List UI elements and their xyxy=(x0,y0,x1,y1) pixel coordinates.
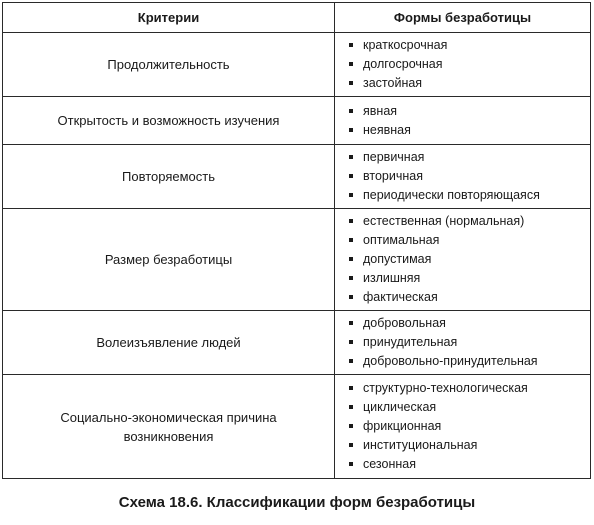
list-item: циклическая xyxy=(347,398,590,417)
list-item: фрикционная xyxy=(347,417,590,436)
forms-cell xyxy=(335,311,591,375)
list-item: принудительная xyxy=(347,333,590,352)
header-criteria: Критерии xyxy=(3,3,335,33)
forms-list xyxy=(347,36,590,93)
list-item: оптимальная xyxy=(347,231,590,250)
header-row xyxy=(3,3,591,33)
forms-list xyxy=(347,102,590,140)
list-item: добровольная xyxy=(347,314,590,333)
list-item: явная xyxy=(347,102,590,121)
forms-list xyxy=(347,212,590,307)
list-item: периодически повторяющаяся xyxy=(347,186,590,205)
table-row xyxy=(3,33,591,97)
list-item: сезонная xyxy=(347,455,590,474)
forms-cell xyxy=(335,33,591,97)
list-item: структурно-технологическая xyxy=(347,379,590,398)
list-item: долгосрочная xyxy=(347,55,590,74)
list-item: фактическая xyxy=(347,288,590,307)
classification-table xyxy=(2,2,591,479)
criterion-cell: Социально-экономическая причина возникновения xyxy=(3,375,335,479)
list-item: краткосрочная xyxy=(347,36,590,55)
list-item: добровольно-принудительная xyxy=(347,352,590,371)
criterion-cell: Продолжительность xyxy=(3,33,335,97)
list-item: первичная xyxy=(347,148,590,167)
table-row xyxy=(3,145,591,209)
list-item: допустимая xyxy=(347,250,590,269)
figure-caption: Схема 18.6. Классификации форм безработицы xyxy=(118,494,476,511)
forms-cell xyxy=(335,375,591,479)
table-row xyxy=(3,97,591,145)
forms-list xyxy=(347,148,590,205)
criterion-cell: Повторяемость xyxy=(3,145,335,209)
list-item: естественная (нормальная) xyxy=(347,212,590,231)
list-item: застойная xyxy=(347,74,590,93)
list-item: вторичная xyxy=(347,167,590,186)
header-forms: Формы безработицы xyxy=(335,3,591,33)
forms-cell xyxy=(335,209,591,311)
table-row xyxy=(3,375,591,479)
list-item: неявная xyxy=(347,121,590,140)
list-item: институциональная xyxy=(347,436,590,455)
table-row xyxy=(3,209,591,311)
forms-list xyxy=(347,379,590,474)
forms-list xyxy=(347,314,590,371)
table-row xyxy=(3,311,591,375)
criterion-cell: Открытость и возможность изучения xyxy=(3,97,335,145)
forms-cell xyxy=(335,145,591,209)
criterion-cell: Волеизъявление людей xyxy=(3,311,335,375)
list-item: излишняя xyxy=(347,269,590,288)
forms-cell xyxy=(335,97,591,145)
criterion-cell: Размер безработицы xyxy=(3,209,335,311)
